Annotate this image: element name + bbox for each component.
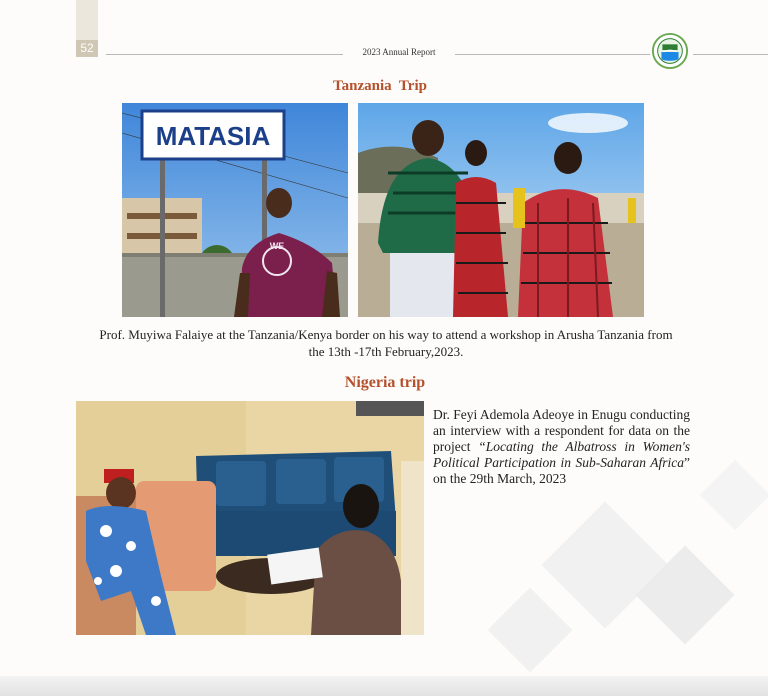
report-title: 2023 Annual Report [343,47,455,57]
tanzania-section-title: Tanzania Trip [333,78,427,94]
description-text-1: Dr. Feyi Ademola Adeoye in Enugu conducting an interview with a respondent for data on the project [433,407,690,454]
matasia-sign-text: MATASIA [155,121,271,151]
description-text-2: ” on the 29th March, 2023 [433,455,690,486]
tanzania-group-photo [358,103,644,317]
header-rule-right [693,54,768,55]
nigeria-description [433,407,690,487]
project-title: “Locating the Albatross in Women's Political Participation in Sub-Saharan Africa [433,439,690,470]
nigeria-section-title: Nigeria trip [344,374,426,391]
tanzania-caption: Prof. Muyiwa Falaiye at the Tanzania/Kenya border on his way to attend a workshop in Arusha Tanzania from the 13th -17th February,2023. [99,327,673,359]
background-diamond [488,588,573,673]
shirt-print: WE [269,241,285,251]
footer-band [0,676,768,696]
tanzania-sign-photo [122,103,348,317]
university-logo [651,32,689,70]
nigeria-interview-photo [76,401,424,635]
background-diamond [700,460,768,531]
page-number: 52 [76,40,98,57]
